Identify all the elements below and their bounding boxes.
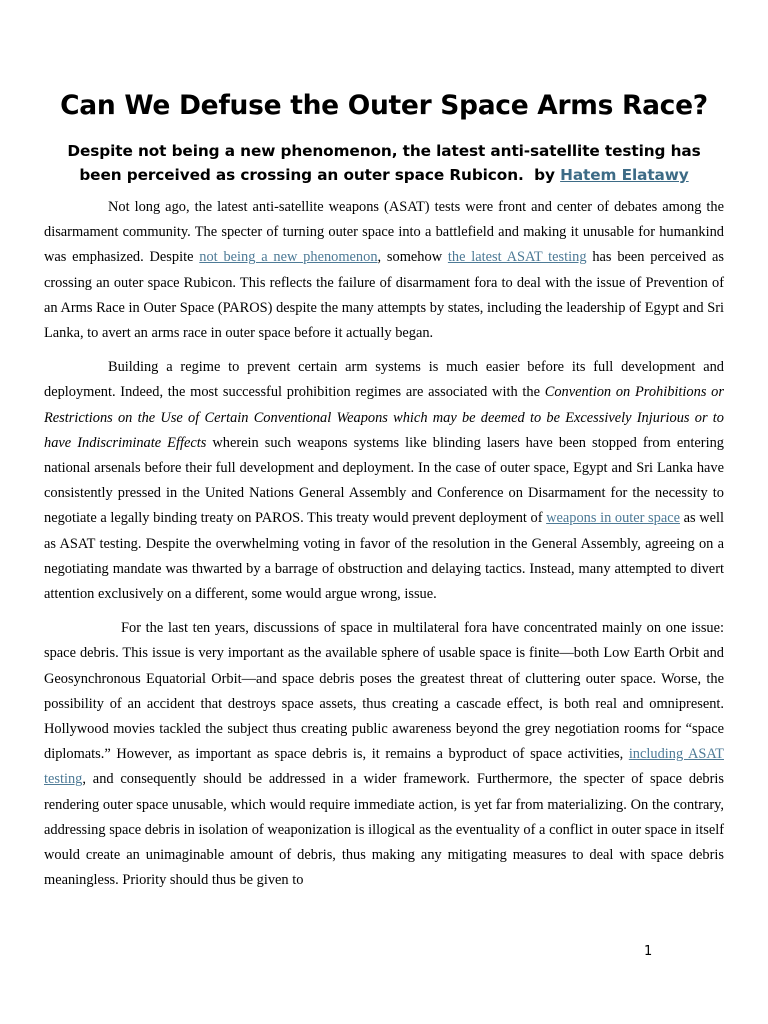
author-link[interactable]: Hatem Elatawy xyxy=(560,166,689,184)
link-not-new-phenomenon[interactable]: not being a new phenomenon xyxy=(199,249,378,266)
article-title: Can We Defuse the Outer Space Arms Race? xyxy=(60,90,708,121)
paragraph-2-text-a: Building a regime to prevent certain arm systems is much easier before its full development and deployment. Indeed, the most successful prohibition regimes are associated with the xyxy=(44,359,724,401)
paragraph-2-text-b: wherein such weapons systems like blinding lasers have been stopped from entering national arsenals before their full development and deployment. In the case of outer space, Egypt and Sri Lanka have consistently pressed in the United Nations General Assembly and Conference on Disarmament for the necessity to negotiate a legally binding treaty on PAROS. This treaty would prevent deployment of xyxy=(44,434,724,527)
article-body xyxy=(44,195,724,902)
paragraph-2-text-c: as well as ASAT testing. Despite the overwhelming voting in favor of the resolution in the General Assembly, agreeing on a negotiating mandate was thwarted by a barrage of obstruction and delaying tactics. Instead, many attempted to divert attention exclusively on a different, some would argue wrong, issue. xyxy=(44,510,724,603)
paragraph-3-text-a: For the last ten years, discussions of space in multilateral fora have concentrated mainly on one issue: space debris. This issue is very important as the available sphere of usable space is finite—both Low Earth Orbit and Geosynchronous Equatorial Orbit—and space debris poses the greatest threat of cluttering outer space. Worse, the possibility of an accident that destroys space assets, thus creating a cascade effect, is both real and omnipresent. Hollywood movies tackled the subject thus creating public awareness beyond the grey negotiation rooms for “space diplomats.” However, as important as space debris is, it remains a byproduct of space activities, xyxy=(44,620,724,763)
paragraph-2 xyxy=(44,355,724,607)
subtitle-line-2: been perceived as crossing an outer space Rubicon. xyxy=(79,166,524,184)
paragraph-1-text-a: Not long ago, the latest anti-satellite weapons (ASAT) tests were front and center of debates among the disarmament community. The specter of turning outer space into a battlefield and making it unusable for humankind was emphasized. Despite xyxy=(44,199,724,266)
page-number: 1 xyxy=(644,944,653,959)
paragraph-1 xyxy=(44,195,724,346)
link-including-asat-testing[interactable]: including ASAT testing xyxy=(44,746,724,788)
link-latest-asat-testing[interactable]: the latest ASAT testing xyxy=(447,249,587,266)
convention-title: Convention on Prohibitions or Restrictions on the Use of Certain Conventional Weapons which may be deemed to be Excessively Injurious or to have Indiscriminate Effects xyxy=(44,384,724,451)
subtitle-line-1: Despite not being a new phenomenon, the latest anti-satellite testing has xyxy=(67,142,701,160)
paragraph-3 xyxy=(44,616,724,893)
link-weapons-in-outer-space[interactable]: weapons in outer space xyxy=(546,510,681,527)
paragraph-1-text-c: has been perceived as crossing an outer space Rubicon. This reflects the failure of disarmament fora to deal with the issue of Prevention of an Arms Race in Outer Space (PAROS) despite the many attempts by states, including the leadership of Egypt and Sri Lanka, to avert an arms race in outer space before it actually began. xyxy=(44,249,725,342)
byline-by: by xyxy=(534,166,555,184)
article-subtitle xyxy=(40,139,728,187)
paragraph-1-text-b: , somehow xyxy=(377,249,448,266)
paragraph-3-text-b: , and consequently should be addressed in a wider framework. Furthermore, the specter of space debris rendering outer space unusable, which would require immediate action, is yet far from materializing. On the contrary, addressing space debris in isolation of weaponization is illogical as the eventuality of a conflict in outer space in itself would create an unimaginable amount of debris, thus making any mitigating measures to deal with space debris meaningless. Priority should thus be given to xyxy=(44,771,724,889)
